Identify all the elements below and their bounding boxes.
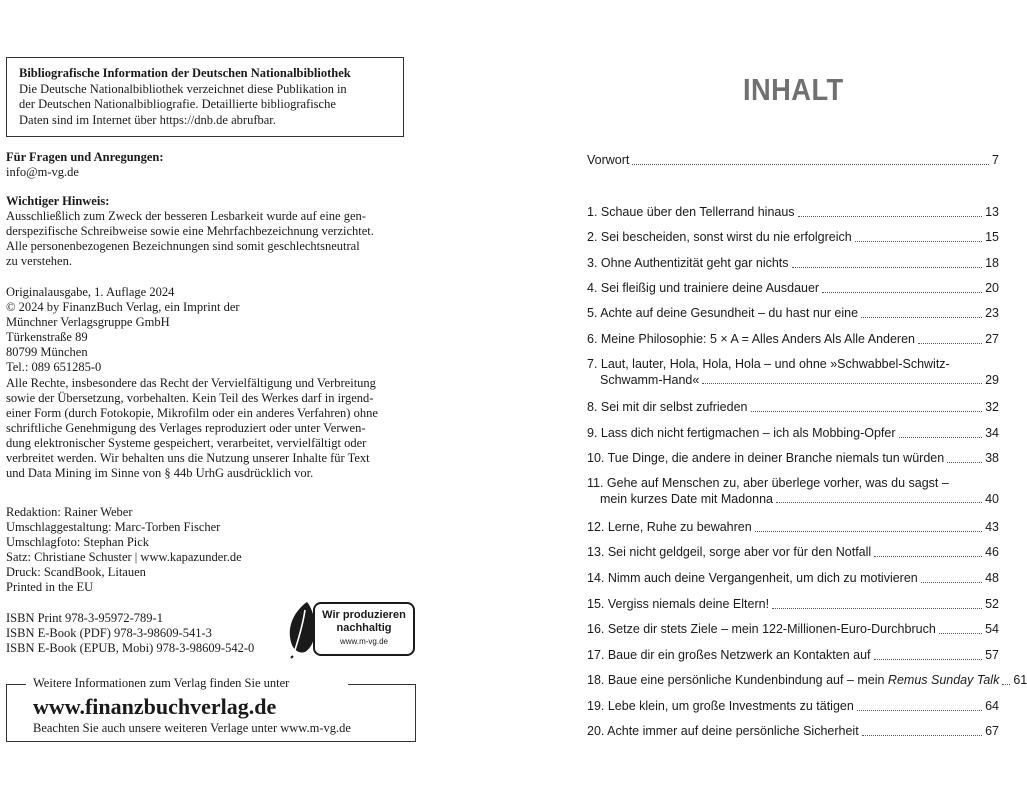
edition-line: 80799 München (6, 345, 88, 359)
toc-leader (857, 710, 982, 711)
toc-entry-title: 19. Lebe klein, um große Investments zu tätigen (587, 699, 854, 713)
toc-entry[interactable] (587, 724, 999, 740)
rights-block (6, 376, 416, 481)
toc-entry-page: 61 (1013, 673, 1027, 687)
toc-entry-title: 6. Meine Philosophie: 5 × A = Alles Anders Als Alle Anderen (587, 332, 916, 346)
edition-line: Münchner Verlagsgruppe GmbH (6, 315, 170, 329)
box-border-segment (348, 684, 416, 685)
toc-entry-page: 20 (985, 281, 999, 295)
toc-entry-page: 15 (985, 230, 999, 244)
toc-entry-title: 1. Schaue über den Tellerrand hinaus (587, 205, 795, 219)
sustainability-line1: Wir produzieren (322, 609, 406, 621)
toc-entry-page: 32 (985, 400, 999, 414)
toc-entry-page: 64 (985, 699, 999, 713)
toc-entry-page: 7 (992, 153, 999, 167)
toc-leader (751, 411, 983, 412)
bibliographic-info-line: der Deutschen Nationalbibliografie. Detaillierte bibliografische (19, 97, 336, 111)
toc-entry-title: 8. Sei mit dir selbst zufrieden (587, 400, 748, 414)
contact-block (6, 150, 416, 180)
edition-line: Türkenstraße 89 (6, 330, 88, 344)
credit-line: Druck: ScandBook, Litauen (6, 565, 146, 579)
toc-entry-title: 14. Nimm auch deine Vergangenheit, um dich zu motivieren (587, 571, 918, 585)
toc-entry-page: 52 (985, 597, 999, 611)
publisher-website[interactable]: www.finanzbuchverlag.de (33, 694, 277, 719)
toc-entry-page: 18 (985, 256, 999, 270)
notice-heading: Wichtiger Hinweis: (6, 194, 110, 208)
edition-block (6, 285, 416, 375)
toc-leader (632, 164, 989, 165)
toc-entry-title: 7. Laut, lauter, Hola, Hola, Hola – und ohne »Schwabbel-Schwitz- (587, 357, 950, 371)
toc-entry-page: 27 (985, 332, 999, 346)
isbn-line: ISBN E-Book (EPUB, Mobi) 978-3-98609-542-0 (6, 641, 255, 655)
credit-line: Redaktion: Rainer Weber (6, 505, 133, 519)
toc-leader (874, 556, 982, 557)
rights-line: schriftliche Genehmigung des Verlages reproduziert oder unter Verwen- (6, 421, 366, 435)
notice-line: derspezifische Schreibweise sowie eine Mehrfachbezeichnung verzichtet. (6, 224, 374, 238)
toc-entry-title: 15. Vergiss niemals deine Eltern! (587, 597, 770, 611)
toc-entry[interactable] (587, 306, 999, 322)
sustainability-badge (287, 600, 417, 658)
toc-entry[interactable] (587, 648, 999, 664)
toc-entry-title: 10. Tue Dinge, die andere in deiner Branche niemals tun würden (587, 451, 945, 465)
toc-leader (947, 462, 982, 463)
toc-entry-title: 11. Gehe auf Menschen zu, aber überlege vorher, was du sagst – (587, 476, 949, 490)
bibliographic-info-line: Die Deutsche Nationalbibliothek verzeichnet diese Publikation in (19, 81, 347, 96)
toc-entry[interactable] (587, 571, 999, 587)
toc-entry[interactable] (587, 451, 999, 467)
notice-line: zu verstehen. (6, 254, 72, 268)
rights-line: dung elektronischer Systeme gespeichert, verarbeitet, vervielfältigt oder (6, 436, 367, 450)
toc-entry-title-main: 18. Baue eine persönliche Kundenbindung auf – mein (587, 673, 888, 687)
rights-line: sowie der Übersetzung, vorbehalten. Kein Teil des Werkes darf in irgend- (6, 391, 374, 405)
toc-leader (792, 267, 983, 268)
sustainability-line2: nachhaltig (336, 622, 392, 634)
toc-entry[interactable] (587, 281, 999, 297)
toc-entry-title: 2. Sei bescheiden, sonst wirst du nie erfolgreich (587, 230, 852, 244)
toc-entry-title: 9. Lass dich nicht fertigmachen – ich als Mobbing-Opfer (587, 426, 896, 440)
sustainability-label (313, 602, 415, 656)
toc-entry[interactable] (587, 230, 999, 246)
toc-entry-title: 4. Sei fleißig und trainiere deine Ausdauer (587, 281, 820, 295)
toc-entry[interactable] (587, 332, 999, 348)
toc-entry[interactable] (587, 476, 999, 507)
notice-line: Alle personenbezogenen Bezeichnungen sind somit geschlechtsneutral (6, 239, 360, 253)
toc-entry[interactable] (587, 597, 999, 613)
toc-leader (861, 317, 982, 318)
credit-line: Printed in the EU (6, 580, 94, 594)
toc-entry-page: 38 (985, 451, 999, 465)
toc-entry[interactable] (587, 673, 1027, 689)
toc-leader (772, 608, 982, 609)
table-of-contents-page (500, 0, 1027, 800)
toc-entry-page: 46 (985, 545, 999, 559)
toc-entry-title: 5. Achte auf deine Gesundheit – du hast nur eine (587, 306, 859, 320)
toc-entry-page: 13 (985, 205, 999, 219)
toc-entry[interactable] (587, 153, 999, 169)
toc-entry[interactable] (587, 205, 999, 221)
toc-leader (776, 502, 982, 503)
toc-leader (939, 633, 982, 634)
toc-entry-title: 17. Baue dir ein großes Netzwerk an Kontakten auf (587, 648, 871, 662)
toc-entry-page: 40 (985, 491, 999, 506)
toc-entry-title: 3. Ohne Authentizität geht gar nichts (587, 256, 789, 270)
toc-entry[interactable] (587, 520, 999, 536)
toc-entry-title: Vorwort (587, 153, 630, 167)
sustainability-url: www.m-vg.de (339, 637, 388, 646)
rights-line: einer Form (durch Fotokopie, Mikrofilm oder ein anderes Verfahren) ohne (6, 406, 378, 420)
toc-leader (899, 437, 983, 438)
notice-line: Ausschließlich zum Zweck der besseren Lesbarkeit wurde auf eine gen- (6, 209, 366, 223)
toc-entry-page: 29 (985, 372, 999, 387)
toc-entry[interactable] (587, 256, 999, 272)
publisher-info-box (6, 676, 416, 742)
credit-line: Umschlaggestaltung: Marc-Torben Fischer (6, 520, 221, 534)
toc-entry-title: 16. Setze dir stets Ziele – mein 122-Millionen-Euro-Durchbruch (587, 622, 936, 636)
toc-title: INHALT (743, 72, 844, 107)
toc-leader (921, 582, 982, 583)
toc-leader (874, 659, 983, 660)
rights-line: Alle Rechte, insbesondere das Recht der Vervielfältigung und Verbreitung (6, 376, 376, 390)
isbn-line: ISBN Print 978-3-95972-789-1 (6, 611, 163, 625)
toc-entry-title: 13. Sei nicht geldgeil, sorge aber vor für den Notfall (587, 545, 872, 559)
notice-block (6, 194, 416, 269)
toc-entry-page: 34 (985, 426, 999, 440)
rights-line: und Data Mining im Sinne von § 44b UrhG ausdrücklich vor. (6, 466, 314, 480)
toc-leader (798, 216, 983, 217)
box-border-segment (6, 684, 26, 685)
credit-line: Satz: Christiane Schuster | www.kapazunder.de (6, 550, 242, 564)
bibliographic-info-box (6, 57, 404, 137)
toc-entry-title: 12. Lerne, Ruhe zu bewahren (587, 520, 752, 534)
toc-entry[interactable] (587, 622, 999, 638)
publisher-info-footer: Beachten Sie auch unsere weiteren Verlage unter www.m-vg.de (33, 721, 351, 735)
toc-leader (702, 383, 982, 384)
isbn-line: ISBN E-Book (PDF) 978-3-98609-541-3 (6, 626, 212, 640)
toc-leader (1002, 684, 1010, 685)
toc-leader (918, 343, 982, 344)
contact-email: info@m-vg.de (6, 165, 79, 179)
bibliographic-info-title: Bibliografische Information der Deutschen Nationalbibliothek (19, 66, 351, 80)
toc-entry-title (587, 673, 999, 689)
edition-line: Tel.: 089 651285-0 (6, 360, 102, 374)
copyright-page (0, 0, 500, 800)
toc-entry-page: 23 (985, 306, 999, 320)
toc-entry[interactable] (587, 400, 999, 416)
toc-entry-page: 48 (985, 571, 999, 585)
toc-entry-page: 57 (985, 648, 999, 662)
toc-entry[interactable] (587, 545, 999, 561)
toc-entry-page: 43 (985, 520, 999, 534)
toc-entry-page: 54 (985, 622, 999, 636)
toc-entry-page: 67 (985, 724, 999, 738)
toc-leader (855, 241, 982, 242)
toc-entry[interactable] (587, 357, 999, 388)
toc-entry-title-italic: Remus Sunday Talk (887, 673, 1000, 687)
credit-line: Umschlagfoto: Stephan Pick (6, 535, 150, 549)
edition-line: Originalausgabe, 1. Auflage 2024 (6, 285, 175, 299)
toc-leader (862, 735, 982, 736)
toc-leader (755, 531, 982, 532)
credits-block (6, 505, 416, 595)
toc-entry-title-continued: Schwamm-Hand« (600, 372, 700, 387)
toc-entry-title-continued: mein kurzes Date mit Madonna (600, 491, 773, 506)
bibliographic-info-line: Daten sind im Internet über https://dnb.de abrufbar. (19, 112, 276, 127)
toc-leader (822, 292, 982, 293)
contact-heading: Für Fragen und Anregungen: (6, 150, 164, 164)
rights-line: verbreitet werden. Wir behalten uns die Nutzung unserer Inhalte für Text (6, 451, 370, 465)
toc-entry[interactable] (587, 426, 999, 442)
toc-entry-title: 20. Achte immer auf deine persönliche Sicherheit (587, 724, 859, 738)
edition-line: © 2024 by FinanzBuch Verlag, ein Imprint der (6, 300, 240, 314)
toc-entry[interactable] (587, 699, 999, 715)
publisher-info-header: Weitere Informationen zum Verlag finden Sie unter (33, 676, 290, 690)
